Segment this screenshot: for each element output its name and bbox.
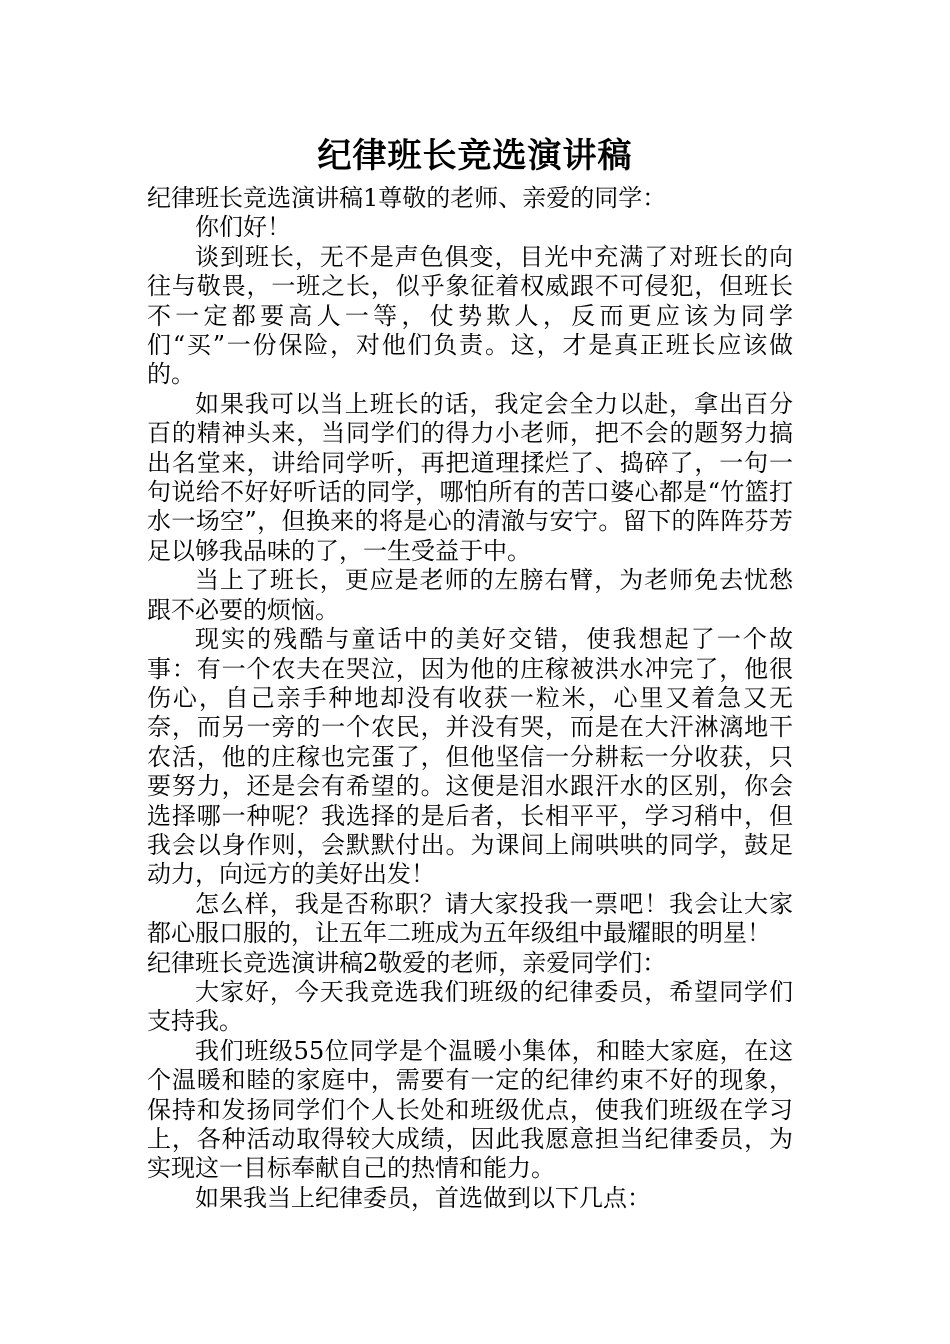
paragraph: 现实的残酷与童话中的美好交错，使我想起了一个故事：有一个农夫在哭泣，因为他的庄稼被洪水冲完了，他很伤心，自己亲手种地却没有收获一粒米，心里又着急又无奈，而另一旁的一个农民，并没有哭，而是在大汗淋漓地干农活，他的庄稼也完蛋了，但他坚信一分耕耘一分收获，只要努力，还是会有希望的。这便是泪水跟汗水的区别，你会选择哪一种呢？我选择的是后者，长相平平，学习稍中，但我会以身作则，会默默付出。为课间上闹哄哄的同学，鼓足动力，向远方的美好出发！ bbox=[147, 625, 793, 889]
paragraph: 我们班级55位同学是个温暖小集体，和睦大家庭，在这个温暖和睦的家庭中，需要有一定的纪律约束不好的现象，保持和发扬同学们个人长处和班级优点，使我们班级在学习上，各种活动取得较大成绩，因此我愿意担当纪律委员，为实现这一目标奉献自己的热情和能力。 bbox=[147, 1036, 793, 1183]
document-title: 纪律班长竞选演讲稿 bbox=[317, 136, 633, 176]
paragraph: 当上了班长，更应是老师的左膀右臂，为老师免去忧愁跟不必要的烦恼。 bbox=[147, 566, 793, 624]
document-body bbox=[147, 184, 793, 1213]
paragraph-greeting-1: 纪律班长竞选演讲稿1尊敬的老师、亲爱的同学： bbox=[147, 184, 667, 212]
paragraph-greeting-2: 纪律班长竞选演讲稿2敬爱的老师，亲爱同学们： bbox=[147, 948, 667, 977]
paragraph: 谈到班长，无不是声色俱变，目光中充满了对班长的向往与敬畏，一班之长，似乎象征着权威跟不可侵犯，但班长不一定都要高人一等，仗势欺人，反而更应该为同学们“买”一份保险，对他们负责。这，才是真正班长应该做的。 bbox=[147, 242, 793, 389]
paragraph: 怎么样，我是否称职？请大家投我一票吧！我会让大家都心服口服的，让五年二班成为五年级组中最耀眼的明星！ bbox=[147, 889, 793, 948]
paragraph: 如果我当上纪律委员，首选做到以下几点： bbox=[195, 1183, 651, 1212]
paragraph: 如果我可以当上班长的话，我定会全力以赴，拿出百分百的精神头来，当同学们的得力小老师，把不会的题努力搞出名堂来，讲给同学听，再把道理揉烂了、捣碎了，一句一句说给不好好听话的同学，哪怕所有的苦口婆心都是“竹篮打水一场空”，但换来的将是心的清澈与安宁。留下的阵阵芬芳足以够我品味的了，一生受益于中。 bbox=[147, 389, 793, 565]
paragraph: 大家好，今天我竞选我们班级的纪律委员，希望同学们支持我。 bbox=[147, 977, 793, 1036]
paragraph: 你们好！ bbox=[195, 213, 291, 242]
